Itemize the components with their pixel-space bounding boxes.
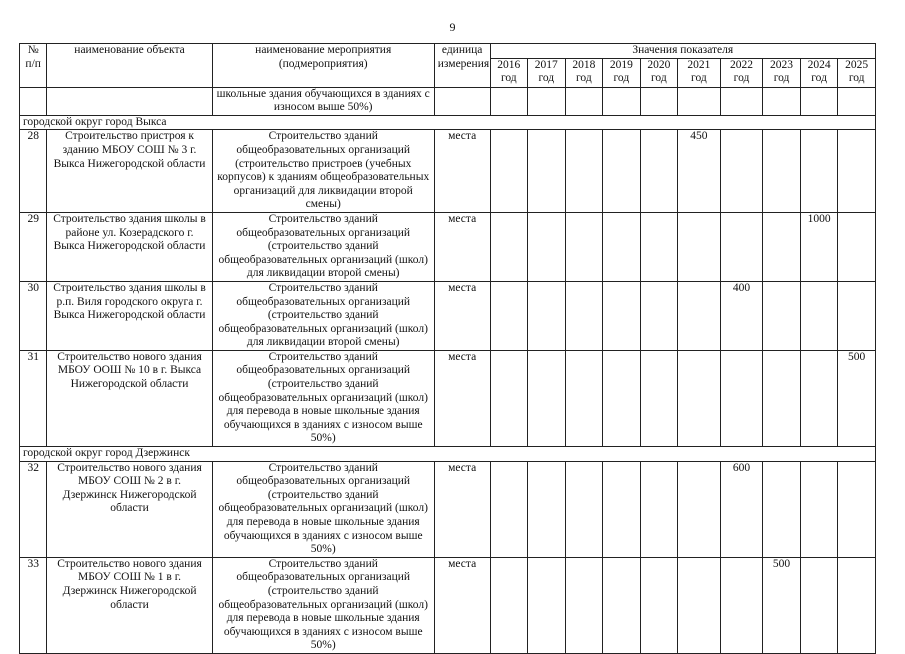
cell-value xyxy=(678,350,721,446)
cell-value: 1000 xyxy=(800,212,838,281)
cell-value xyxy=(603,130,641,213)
cell-value: 450 xyxy=(678,130,721,213)
cell-value: 600 xyxy=(720,461,763,557)
header-values-group: Значения показателя xyxy=(490,44,875,59)
cell-value xyxy=(640,461,678,557)
cell-unit: места xyxy=(434,461,490,557)
cell-num: 33 xyxy=(20,557,47,653)
cell-num: 32 xyxy=(20,461,47,557)
cell-object: Строительство здания школы в районе ул. Козерадского г. Выкса Нижегородской области xyxy=(47,212,212,281)
header-year: 2018 год xyxy=(565,58,603,87)
cell-value xyxy=(565,212,603,281)
cell-value xyxy=(490,130,528,213)
header-num: № п/п xyxy=(20,44,47,88)
cell-value xyxy=(838,130,876,213)
cell-value xyxy=(838,461,876,557)
cell-value xyxy=(565,557,603,653)
cell-value xyxy=(640,557,678,653)
cell-num: 29 xyxy=(20,212,47,281)
cell-value xyxy=(565,281,603,350)
cell-unit: места xyxy=(434,212,490,281)
cell-value: 500 xyxy=(763,557,801,653)
cell-value xyxy=(565,350,603,446)
cell-value xyxy=(565,461,603,557)
cell-value xyxy=(640,281,678,350)
cell-value xyxy=(678,281,721,350)
cell-value xyxy=(528,281,566,350)
cell-value xyxy=(800,281,838,350)
table-row xyxy=(20,281,876,350)
cell-value xyxy=(603,350,641,446)
cell-activity: школьные здания обучающихся в зданиях с износом выше 50%) xyxy=(212,87,434,115)
cell-object: Строительство здания школы в р.п. Виля городского округа г. Выкса Нижегородской области xyxy=(47,281,212,350)
cell-value xyxy=(528,461,566,557)
cell-value xyxy=(603,557,641,653)
cell-activity: Строительство зданий общеобразовательных организаций (строительство зданий общеобразовательных организаций (школ) для перевода в новые школьные здания обучающихся в зданиях с износом выше 50%) xyxy=(212,557,434,653)
header-year: 2025 год xyxy=(838,58,876,87)
cell-object: Строительство нового здания МБОУ СОШ № 2 в г. Дзержинск Нижегородской области xyxy=(47,461,212,557)
cell-unit: места xyxy=(434,557,490,653)
page-number: 9 xyxy=(449,20,456,34)
cell-value xyxy=(490,350,528,446)
cell-value xyxy=(763,281,801,350)
header-year: 2016 год xyxy=(490,58,528,87)
cell-activity: Строительство зданий общеобразовательных организаций (строительство зданий общеобразовательных организаций (школ) для перевода в новые школьные здания обучающихся в зданиях с износом выше 50%) xyxy=(212,461,434,557)
cell-activity: Строительство зданий общеобразовательных организаций (строительство зданий общеобразовательных организаций (школ) для ликвидации второй смены) xyxy=(212,212,434,281)
cell-value xyxy=(603,212,641,281)
table-row xyxy=(20,212,876,281)
indicator-table xyxy=(19,43,876,654)
cell-value xyxy=(720,350,763,446)
cell-value xyxy=(720,130,763,213)
cell-object: Строительство нового здания МБОУ СОШ № 1 в г. Дзержинск Нижегородской области xyxy=(47,557,212,653)
table-row xyxy=(20,130,876,213)
header-year: 2022 год xyxy=(720,58,763,87)
cell-value xyxy=(490,557,528,653)
cell-value xyxy=(800,350,838,446)
header-year: 2023 год xyxy=(763,58,801,87)
header-unit: единица измерения xyxy=(434,44,490,88)
cell-value xyxy=(528,130,566,213)
cell-value xyxy=(640,130,678,213)
cell-activity: Строительство зданий общеобразовательных организаций (строительство пристроев (учебных корпусов) к зданиям общеобразовательных организаций для ликвидации второй смены) xyxy=(212,130,434,213)
cell-num: 31 xyxy=(20,350,47,446)
cell-value xyxy=(603,461,641,557)
section-row xyxy=(20,115,876,130)
header-year: 2020 год xyxy=(640,58,678,87)
cell-activity: Строительство зданий общеобразовательных организаций (строительство зданий общеобразовательных организаций (школ) для перевода в новые школьные здания обучающихся в зданиях с износом выше 50%) xyxy=(212,350,434,446)
cell-value xyxy=(838,281,876,350)
cell-value xyxy=(720,212,763,281)
table-row-continuation xyxy=(20,87,876,115)
cell-value xyxy=(763,212,801,281)
cell-object: Строительство нового здания МБОУ ООШ № 10 в г. Выкса Нижегородской области xyxy=(47,350,212,446)
cell-value xyxy=(565,130,603,213)
section-title: городской округ город Дзержинск xyxy=(20,447,876,462)
cell-value xyxy=(490,212,528,281)
section-title: городской округ город Выкса xyxy=(20,115,876,130)
section-row xyxy=(20,447,876,462)
table-row xyxy=(20,350,876,446)
cell-value: 500 xyxy=(838,350,876,446)
cell-value xyxy=(640,212,678,281)
cell-value xyxy=(763,461,801,557)
cell-value xyxy=(528,350,566,446)
cell-object: Строительство пристроя к зданию МБОУ СОШ № 3 г. Выкса Нижегородской области xyxy=(47,130,212,213)
table-row xyxy=(20,461,876,557)
header-year: 2024 год xyxy=(800,58,838,87)
cell-value xyxy=(838,212,876,281)
cell-value xyxy=(678,557,721,653)
cell-value xyxy=(640,350,678,446)
cell-value: 400 xyxy=(720,281,763,350)
cell-value xyxy=(678,461,721,557)
cell-value xyxy=(800,557,838,653)
cell-value xyxy=(603,281,641,350)
cell-value xyxy=(678,212,721,281)
header-year: 2021 год xyxy=(678,58,721,87)
cell-value xyxy=(490,461,528,557)
cell-value xyxy=(838,557,876,653)
cell-value xyxy=(800,461,838,557)
cell-value xyxy=(490,281,528,350)
cell-value xyxy=(763,130,801,213)
cell-unit: места xyxy=(434,350,490,446)
header-year: 2019 год xyxy=(603,58,641,87)
cell-value xyxy=(528,557,566,653)
cell-value xyxy=(763,350,801,446)
cell-value xyxy=(720,557,763,653)
table-row xyxy=(20,557,876,653)
cell-unit: места xyxy=(434,130,490,213)
cell-value xyxy=(800,130,838,213)
cell-unit: места xyxy=(434,281,490,350)
cell-value xyxy=(528,212,566,281)
header-object: наименование объекта xyxy=(47,44,212,88)
cell-activity: Строительство зданий общеобразовательных организаций (строительство зданий общеобразовательных организаций (школ) для ликвидации второй смены) xyxy=(212,281,434,350)
header-activity: наименование мероприятия (подмероприятия) xyxy=(212,44,434,88)
cell-num: 30 xyxy=(20,281,47,350)
cell-num: 28 xyxy=(20,130,47,213)
header-year: 2017 год xyxy=(528,58,566,87)
